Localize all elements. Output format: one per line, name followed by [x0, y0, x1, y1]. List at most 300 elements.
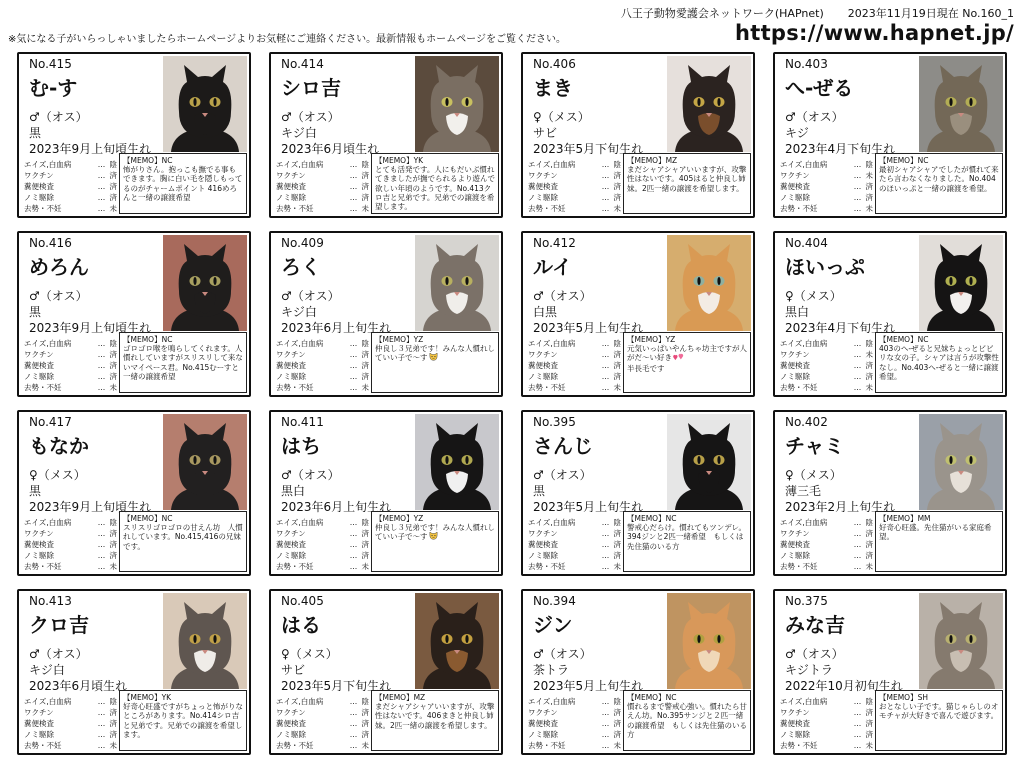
- health-row: [528, 561, 621, 572]
- health-label: 糞便検査: [528, 540, 558, 549]
- cat-sex: ♀（メス）: [533, 110, 590, 124]
- cat-birth: 2023年5月下旬生れ: [281, 679, 392, 693]
- cat-card: [269, 410, 503, 576]
- health-row: [276, 729, 369, 740]
- health-table: [24, 696, 117, 751]
- health-separator: …: [97, 182, 106, 191]
- health-row: [276, 550, 369, 561]
- cat-photo-image: [667, 56, 751, 152]
- memo-tag: 【MEMO】NC: [879, 335, 929, 344]
- health-row: [780, 696, 873, 707]
- memo-text: 怖がりさん。抱っこも撫でる事もできます。胸に白い毛を隠しもってるのがチャームポイント 416めろんと一緒の譲渡希望: [123, 165, 243, 202]
- health-separator: …: [853, 529, 862, 538]
- health-value: 済: [865, 361, 873, 370]
- cat-coat-color: 黒白: [785, 305, 810, 319]
- health-label: 糞便検査: [528, 361, 558, 370]
- memo-text: まだシャアシャアいいますが、攻撃性はないです。405はると仲良し姉妹。2匹一緒の譲渡を希望します。: [627, 165, 747, 193]
- health-value: 未: [613, 204, 621, 213]
- health-row: [24, 550, 117, 561]
- health-separator: …: [349, 350, 358, 359]
- health-row: [276, 539, 369, 550]
- health-value: 陰: [361, 697, 369, 706]
- health-row: [24, 718, 117, 729]
- health-label: 糞便検査: [780, 719, 810, 728]
- health-separator: …: [601, 741, 610, 750]
- health-separator: …: [601, 518, 610, 527]
- health-label: エイズ,白血病: [528, 160, 576, 169]
- health-value: 済: [109, 730, 117, 739]
- health-value: 済: [613, 193, 621, 202]
- health-separator: …: [601, 383, 610, 392]
- health-label: ノミ駆除: [780, 372, 810, 381]
- memo-box: [875, 511, 1003, 572]
- health-row: [528, 740, 621, 751]
- health-separator: …: [97, 741, 106, 750]
- health-value: 済: [613, 182, 621, 191]
- cat-birth: 2023年6月頃生れ: [281, 142, 380, 156]
- cat-sex: ♀（メス）: [785, 468, 842, 482]
- health-row: [276, 718, 369, 729]
- cat-birth: 2023年6月頃生れ: [29, 679, 128, 693]
- health-label: ワクチン: [780, 350, 810, 359]
- health-label: ノミ駆除: [780, 551, 810, 560]
- health-separator: …: [97, 383, 106, 392]
- memo-box: [119, 511, 247, 572]
- memo-tag: 【MEMO】MM: [879, 514, 931, 523]
- health-label: ワクチン: [276, 171, 306, 180]
- cat-face-icon: [429, 353, 438, 363]
- health-label: ノミ駆除: [528, 730, 558, 739]
- health-row: [24, 539, 117, 550]
- health-separator: …: [97, 171, 106, 180]
- health-value: 済: [109, 361, 117, 370]
- cat-card: [773, 52, 1007, 218]
- health-table: [276, 517, 369, 572]
- health-value: 未: [361, 741, 369, 750]
- health-separator: …: [853, 730, 862, 739]
- health-value: 陰: [613, 160, 621, 169]
- memo-box: [371, 332, 499, 393]
- health-row: [780, 170, 873, 181]
- health-value: 済: [361, 730, 369, 739]
- memo-tag: 【MEMO】YZ: [375, 514, 424, 523]
- cat-sex: ♂（オス）: [533, 289, 592, 303]
- health-value: 未: [361, 204, 369, 213]
- health-value: 済: [361, 193, 369, 202]
- issue-date: 2023年11月19日現在 No.160_1: [847, 7, 1014, 20]
- health-value: 未: [361, 562, 369, 571]
- health-label: 糞便検査: [276, 182, 306, 191]
- health-row: [276, 181, 369, 192]
- health-value: 済: [109, 540, 117, 549]
- memo-box: [119, 332, 247, 393]
- health-separator: …: [853, 551, 862, 560]
- health-value: 済: [865, 372, 873, 381]
- cat-photo-image: [163, 593, 247, 689]
- health-row: [780, 203, 873, 214]
- health-table: [276, 696, 369, 751]
- health-separator: …: [349, 529, 358, 538]
- health-value: 済: [613, 529, 621, 538]
- health-label: エイズ,白血病: [24, 697, 72, 706]
- health-label: 糞便検査: [276, 719, 306, 728]
- cat-coat-color: 黒: [29, 484, 42, 498]
- health-label: 去勢・不妊: [780, 741, 818, 750]
- health-value: 未: [613, 562, 621, 571]
- health-row: [276, 517, 369, 528]
- memo-tag: 【MEMO】NC: [627, 693, 677, 702]
- health-row: [780, 561, 873, 572]
- health-row: [528, 181, 621, 192]
- health-value: 済: [361, 551, 369, 560]
- cat-photo: [919, 235, 1003, 331]
- health-value: 未: [109, 383, 117, 392]
- health-label: 去勢・不妊: [528, 204, 566, 213]
- health-separator: …: [601, 160, 610, 169]
- health-separator: …: [853, 171, 862, 180]
- health-value: 陰: [109, 160, 117, 169]
- cat-birth: 2023年5月上旬生れ: [533, 321, 644, 335]
- health-row: [780, 550, 873, 561]
- cat-photo-image: [415, 56, 499, 152]
- health-row: [24, 349, 117, 360]
- cat-number: No.411: [281, 415, 324, 429]
- cat-photo-image: [919, 414, 1003, 510]
- health-row: [528, 382, 621, 393]
- cat-card: [521, 231, 755, 397]
- memo-box: [371, 690, 499, 751]
- health-separator: …: [349, 182, 358, 191]
- health-separator: …: [853, 160, 862, 169]
- health-value: 済: [865, 193, 873, 202]
- health-value: 済: [109, 171, 117, 180]
- cat-photo: [667, 414, 751, 510]
- cat-card: [17, 52, 251, 218]
- health-value: 済: [361, 350, 369, 359]
- cat-photo-image: [667, 235, 751, 331]
- cat-card: [773, 231, 1007, 397]
- health-separator: …: [349, 697, 358, 706]
- health-value: 未: [865, 741, 873, 750]
- memo-text: 慣れるまで警戒心強い。慣れたら甘えん坊。No.395サンジと２匹一緒の譲渡希望 もしくは先住猫のいる方: [627, 702, 747, 739]
- cat-number: No.417: [29, 415, 72, 429]
- health-label: エイズ,白血病: [780, 518, 828, 527]
- health-value: 済: [109, 350, 117, 359]
- health-label: 糞便検査: [528, 719, 558, 728]
- health-separator: …: [97, 730, 106, 739]
- cat-name: さんじ: [533, 434, 593, 458]
- cat-photo: [415, 56, 499, 152]
- health-table: [780, 159, 873, 214]
- cat-number: No.404: [785, 236, 828, 250]
- health-separator: …: [853, 383, 862, 392]
- health-separator: …: [853, 540, 862, 549]
- cat-sex: ♂（オス）: [281, 110, 340, 124]
- health-value: 未: [109, 562, 117, 571]
- memo-box: [371, 511, 499, 572]
- memo-box: [623, 511, 751, 572]
- cat-number: No.415: [29, 57, 72, 71]
- health-value: 陰: [361, 160, 369, 169]
- health-row: [24, 192, 117, 203]
- health-row: [276, 203, 369, 214]
- health-table: [780, 338, 873, 393]
- cat-birth: 2023年2月上旬生れ: [785, 500, 896, 514]
- health-value: 未: [613, 383, 621, 392]
- health-value: 済: [109, 372, 117, 381]
- health-value: 済: [613, 372, 621, 381]
- health-row: [528, 517, 621, 528]
- memo-text: 好奇心旺盛。先住猫がいる家庭希望。: [879, 523, 992, 542]
- health-row: [24, 696, 117, 707]
- health-separator: …: [349, 551, 358, 560]
- health-separator: …: [349, 193, 358, 202]
- cat-card: [269, 231, 503, 397]
- health-separator: …: [601, 540, 610, 549]
- memo-box: [623, 690, 751, 751]
- health-label: 去勢・不妊: [24, 741, 62, 750]
- cat-photo: [667, 235, 751, 331]
- header-org-line: [621, 5, 1014, 21]
- cat-photo: [163, 235, 247, 331]
- health-separator: …: [349, 518, 358, 527]
- cat-coat-color: キジ白: [281, 305, 317, 319]
- health-value: 陰: [361, 339, 369, 348]
- cat-sex: ♂（オス）: [281, 468, 340, 482]
- health-separator: …: [601, 730, 610, 739]
- health-separator: …: [601, 697, 610, 706]
- cat-coat-color: サビ: [533, 126, 558, 140]
- memo-tag: 【MEMO】NC: [627, 514, 677, 523]
- memo-tag: 【MEMO】NC: [123, 335, 173, 344]
- health-value: 未: [361, 383, 369, 392]
- health-separator: …: [97, 372, 106, 381]
- health-separator: …: [601, 529, 610, 538]
- health-row: [276, 382, 369, 393]
- health-row: [528, 203, 621, 214]
- health-value: 陰: [361, 518, 369, 527]
- cat-photo: [919, 593, 1003, 689]
- health-separator: …: [349, 204, 358, 213]
- health-label: エイズ,白血病: [276, 697, 324, 706]
- memo-box: [119, 153, 247, 214]
- health-separator: …: [349, 730, 358, 739]
- memo-box: [875, 153, 1003, 214]
- memo-text: 元気いっぱいやんちゃ坊主ですが人がだ〜い好き: [627, 344, 747, 363]
- health-row: [24, 707, 117, 718]
- health-separator: …: [853, 697, 862, 706]
- health-separator: …: [349, 171, 358, 180]
- health-row: [528, 349, 621, 360]
- health-label: ワクチン: [24, 529, 54, 538]
- health-row: [24, 740, 117, 751]
- cat-sex: ♂（オス）: [281, 289, 340, 303]
- health-value: 済: [361, 540, 369, 549]
- memo-tag: 【MEMO】YK: [123, 693, 172, 702]
- cat-number: No.414: [281, 57, 324, 71]
- health-label: 去勢・不妊: [780, 204, 818, 213]
- health-value: 未: [865, 562, 873, 571]
- contact-notice: ※気になる子がいらっしゃいましたらホームページよりお気軽にご連絡ください。最新情報もホームページをご覧ください。: [8, 34, 566, 45]
- health-value: 済: [361, 171, 369, 180]
- cat-coat-color: 薄三毛: [785, 484, 822, 498]
- memo-box: [875, 690, 1003, 751]
- org-name: 八王子動物愛護会ネットワーク(HAPnet): [620, 7, 824, 20]
- memo-tag: 【MEMO】NC: [879, 156, 929, 165]
- cat-name: はち: [281, 434, 321, 458]
- health-value: 済: [109, 708, 117, 717]
- health-value: 未: [865, 350, 873, 359]
- health-row: [780, 382, 873, 393]
- health-row: [276, 338, 369, 349]
- health-separator: …: [601, 193, 610, 202]
- cat-name: もなか: [29, 434, 89, 458]
- cat-photo-image: [919, 235, 1003, 331]
- cat-birth: 2023年6月上旬生れ: [281, 500, 392, 514]
- health-table: [528, 338, 621, 393]
- cat-name: へ-ぜる: [785, 76, 854, 100]
- memo-tag: 【MEMO】NC: [123, 156, 173, 165]
- health-label: ワクチン: [276, 529, 306, 538]
- memo-text: 警戒心だらけ。慣れてもツンデレ。394ジンと2匹一緒希望 もしくは先住猫のいる方: [627, 523, 746, 551]
- cat-birth: 2023年5月上旬生れ: [533, 500, 644, 514]
- memo-text: とても活発です。人にもだいぶ慣れてきましたが撫でられるより遊んで欲しい年頃のようです。No.413クロ吉と兄弟です。兄弟での譲渡を希望します。: [375, 165, 495, 212]
- health-separator: …: [97, 708, 106, 717]
- health-separator: …: [349, 719, 358, 728]
- cat-birth: 2023年9月上旬頃生れ: [29, 142, 152, 156]
- health-table: [276, 338, 369, 393]
- cat-sex: ♂（オス）: [29, 289, 88, 303]
- health-label: 去勢・不妊: [528, 741, 566, 750]
- health-row: [528, 729, 621, 740]
- health-row: [528, 528, 621, 539]
- cat-coat-color: 白黒: [533, 305, 558, 319]
- health-row: [276, 740, 369, 751]
- health-label: ワクチン: [528, 350, 558, 359]
- health-separator: …: [853, 193, 862, 202]
- cat-number: No.394: [533, 594, 576, 608]
- health-value: 済: [865, 540, 873, 549]
- memo-text: おとなしい子です。猫じゃらしのオモチャが大好きで喜んで遊びます。: [879, 702, 999, 721]
- health-value: 済: [361, 182, 369, 191]
- health-row: [780, 539, 873, 550]
- health-value: 済: [109, 182, 117, 191]
- health-label: ノミ駆除: [276, 372, 306, 381]
- heart-icon: [673, 353, 684, 363]
- health-separator: …: [349, 383, 358, 392]
- health-value: 済: [613, 350, 621, 359]
- health-label: 糞便検査: [780, 182, 810, 191]
- memo-tag: 【MEMO】SH: [879, 693, 928, 702]
- health-separator: …: [349, 708, 358, 717]
- cat-coat-color: キジ白: [29, 663, 65, 677]
- health-separator: …: [601, 204, 610, 213]
- cat-card: [773, 410, 1007, 576]
- cat-photo-image: [415, 414, 499, 510]
- health-value: 済: [613, 719, 621, 728]
- cat-birth: 2023年4月下旬生れ: [785, 321, 896, 335]
- health-value: 未: [865, 383, 873, 392]
- health-row: [780, 159, 873, 170]
- cat-photo: [415, 593, 499, 689]
- health-label: 去勢・不妊: [276, 741, 314, 750]
- health-row: [24, 170, 117, 181]
- health-label: エイズ,白血病: [276, 518, 324, 527]
- cat-name: はる: [281, 613, 321, 637]
- health-label: エイズ,白血病: [24, 518, 72, 527]
- cat-coat-color: 黒: [29, 126, 42, 140]
- health-label: ワクチン: [276, 708, 306, 717]
- health-separator: …: [601, 171, 610, 180]
- cat-card: [17, 410, 251, 576]
- cat-photo: [163, 593, 247, 689]
- cat-sex: ♂（オス）: [533, 468, 592, 482]
- health-label: ワクチン: [528, 529, 558, 538]
- health-separator: …: [97, 540, 106, 549]
- cat-name: チャミ: [785, 434, 845, 458]
- health-value: 済: [109, 529, 117, 538]
- health-value: 済: [613, 361, 621, 370]
- cat-coat-color: 黒: [29, 305, 42, 319]
- health-label: 糞便検査: [24, 540, 54, 549]
- health-label: 去勢・不妊: [528, 562, 566, 571]
- health-label: 去勢・不妊: [276, 383, 314, 392]
- health-separator: …: [601, 339, 610, 348]
- cat-name: ほいっぷ: [785, 255, 865, 279]
- cat-birth: 2023年5月上旬生れ: [533, 679, 644, 693]
- health-value: 済: [109, 551, 117, 560]
- cat-photo-image: [667, 414, 751, 510]
- health-value: 済: [361, 372, 369, 381]
- health-row: [276, 696, 369, 707]
- health-separator: …: [601, 182, 610, 191]
- health-row: [780, 517, 873, 528]
- cat-photo: [667, 593, 751, 689]
- health-separator: …: [601, 719, 610, 728]
- health-table: [528, 159, 621, 214]
- health-row: [780, 338, 873, 349]
- cat-photo-image: [919, 56, 1003, 152]
- cat-name: クロ吉: [29, 613, 89, 637]
- health-label: エイズ,白血病: [528, 697, 576, 706]
- health-label: 去勢・不妊: [780, 383, 818, 392]
- health-value: 済: [865, 529, 873, 538]
- cat-sex: ♀（メス）: [785, 289, 842, 303]
- health-table: [24, 338, 117, 393]
- health-separator: …: [349, 160, 358, 169]
- health-table: [24, 517, 117, 572]
- memo-text: 好奇心旺盛ですがちょっと怖がりなところがあります。No.414シロ吉と兄弟です。兄弟での譲渡を希望します。: [123, 702, 243, 739]
- memo-box: [623, 153, 751, 214]
- health-separator: …: [601, 372, 610, 381]
- cat-birth: 2023年5月下旬生れ: [533, 142, 644, 156]
- cat-number: No.413: [29, 594, 72, 608]
- health-separator: …: [853, 372, 862, 381]
- cat-photo-image: [415, 235, 499, 331]
- health-separator: …: [97, 697, 106, 706]
- health-label: ノミ駆除: [528, 372, 558, 381]
- health-row: [24, 382, 117, 393]
- health-value: 済: [361, 529, 369, 538]
- health-separator: …: [853, 350, 862, 359]
- health-row: [276, 192, 369, 203]
- health-separator: …: [853, 204, 862, 213]
- health-value: 陰: [865, 697, 873, 706]
- health-separator: …: [97, 339, 106, 348]
- cat-photo: [919, 414, 1003, 510]
- health-row: [528, 170, 621, 181]
- cat-number: No.375: [785, 594, 828, 608]
